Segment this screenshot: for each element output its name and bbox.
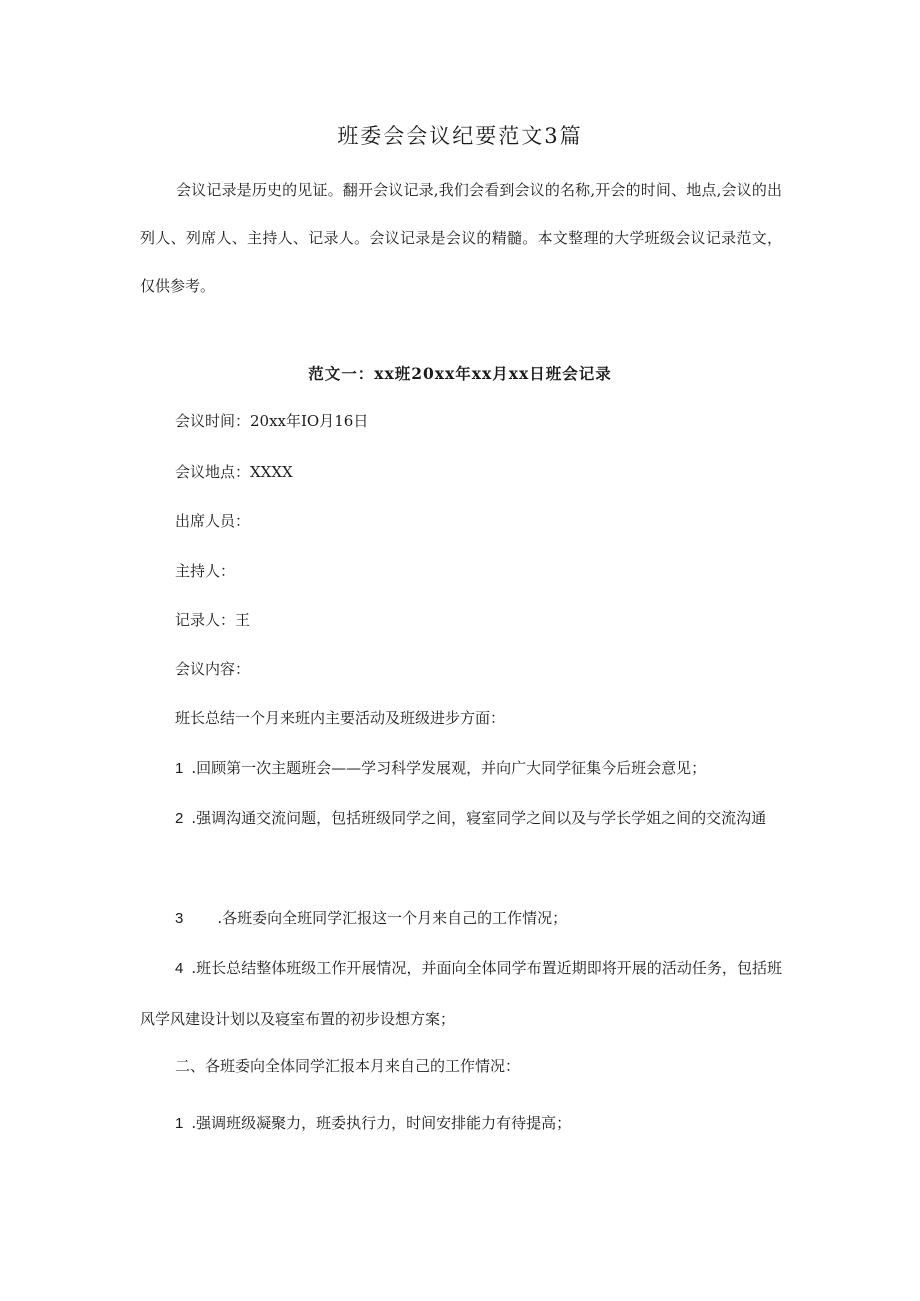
meeting-place: 会议地点：XXXX <box>175 463 293 481</box>
item-number: 3 <box>175 910 184 927</box>
item-text: .各班委向全班同学汇报这一个月来自己的工作情况； <box>217 909 568 927</box>
item-text: .回顾第一次主题班会——学习科学发展观，并向广大同学征集今后班会意见； <box>191 759 707 777</box>
host-label: 主持人： <box>175 562 236 580</box>
list-item <box>140 793 782 844</box>
list-item <box>140 943 782 1044</box>
recorder-label: 记录人：王 <box>175 611 251 629</box>
item-text: .班长总结整体班级工作开展情况，并面向全体同学布置近期即将开展的活动任务，包括班风学风建设计划以及寝室布置的初步设想方案； <box>140 959 782 1028</box>
document-title: 班委会会议纪要范文3篇 <box>337 124 583 148</box>
item-number: 4 <box>175 960 184 977</box>
intro-paragraph: 会议记录是历史的见证。翻开会议记录,我们会看到会议的名称,开会的时间、地点,会议的出列人、列席人、主持人、记录人。会议记录是会议的精髓。本文整理的大学班级会议记录范文，仅供参考。 <box>140 181 782 295</box>
attendees-label: 出席人员： <box>175 512 251 530</box>
item-number: 1 <box>175 1115 184 1132</box>
list-item <box>140 893 782 944</box>
list-item <box>140 1098 782 1149</box>
item-number: 1 <box>175 760 184 777</box>
meeting-time: 会议时间：20xx年IO月16日 <box>175 412 369 430</box>
monitor-summary: 班长总结一个月来班内主要活动及班级进步方面： <box>175 709 506 727</box>
part2-heading: 二、各班委向全体同学汇报本月来自己的工作情况： <box>175 1057 521 1075</box>
item-number: 2 <box>175 810 184 827</box>
section-title: 范文一：xx班20xx年xx月xx日班会记录 <box>308 364 612 383</box>
item-text: .强调沟通交流问题，包括班级同学之间，寝室同学之间以及与学长学姐之间的交流沟通 <box>191 809 767 827</box>
item-text: .强调班级凝聚力，班委执行力，时间安排能力有待提高； <box>191 1114 572 1132</box>
list-item <box>140 743 782 794</box>
content-label: 会议内容： <box>175 660 251 678</box>
